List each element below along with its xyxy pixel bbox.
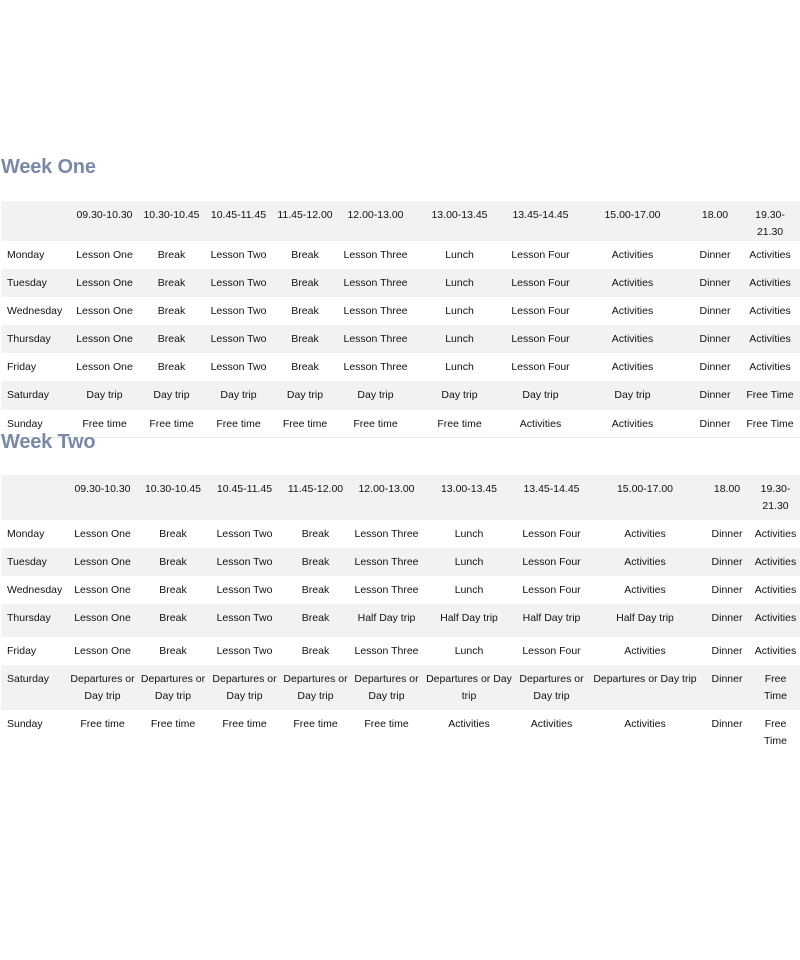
schedule-cell: Lesson Four bbox=[511, 249, 570, 261]
schedule-cell: Break bbox=[301, 645, 330, 657]
schedule-cell: Activities bbox=[530, 718, 573, 730]
schedule-cell: Lunch bbox=[454, 584, 484, 596]
schedule-cell: Departures or Day trip bbox=[516, 665, 587, 710]
schedule-cell: Lesson Four bbox=[511, 361, 570, 374]
week-one-header-row bbox=[1, 201, 800, 241]
schedule-cell: Activities bbox=[611, 249, 654, 261]
schedule-cell: Free time bbox=[413, 410, 506, 438]
day-label: Sunday bbox=[1, 410, 71, 438]
schedule-cell: Lesson Four bbox=[506, 325, 575, 353]
schedule-cell: Dinner bbox=[711, 718, 743, 730]
schedule-cell: Departures or Day trip bbox=[422, 665, 516, 710]
schedule-cell: Half Day trip bbox=[351, 604, 422, 637]
schedule-cell: Lesson Two bbox=[210, 305, 267, 318]
schedule-cell: Lesson Three bbox=[351, 548, 422, 576]
schedule-cell: Departures or Day trip bbox=[209, 665, 280, 710]
day-label: Friday bbox=[7, 361, 37, 374]
schedule-cell: Lunch bbox=[454, 645, 484, 657]
schedule-cell: Day trip bbox=[413, 381, 506, 409]
week-two-schedule-table bbox=[1, 475, 800, 755]
week-one-schedule-table bbox=[1, 201, 800, 438]
schedule-cell: Dinner bbox=[690, 381, 740, 409]
time-header: 09.30-10.30 bbox=[68, 475, 137, 520]
schedule-cell: Lunch bbox=[454, 528, 484, 540]
schedule-cell: Half Day trip bbox=[587, 604, 703, 637]
schedule-cell: Break bbox=[301, 528, 330, 540]
time-header: 19.30-21.30 bbox=[751, 475, 800, 520]
schedule-cell: Half Day trip bbox=[422, 604, 516, 637]
schedule-cell: Activities bbox=[575, 325, 690, 353]
time-header: 11.45-12.00 bbox=[272, 201, 338, 241]
day-label: Tuesday bbox=[1, 269, 71, 297]
schedule-cell: Break bbox=[159, 528, 187, 540]
schedule-cell: Activities bbox=[506, 410, 575, 438]
schedule-cell: Lunch bbox=[422, 548, 516, 576]
schedule-cell: Dinner bbox=[711, 584, 743, 596]
day-label: Wednesday bbox=[7, 584, 63, 596]
schedule-cell: Break bbox=[138, 325, 205, 353]
schedule-cell: Departures or Day trip bbox=[280, 665, 351, 710]
schedule-cell: Dinner bbox=[703, 665, 751, 710]
schedule-cell: Free time bbox=[222, 718, 267, 730]
schedule-cell: Free time bbox=[205, 410, 272, 438]
day-label: Saturday bbox=[1, 381, 71, 409]
schedule-cell: Free time bbox=[80, 718, 125, 730]
schedule-cell: Lesson One bbox=[71, 269, 138, 297]
schedule-cell: Activities bbox=[754, 528, 797, 540]
schedule-cell: Departures or Day trip bbox=[68, 665, 137, 710]
day-label: Sunday bbox=[7, 718, 43, 730]
table-row bbox=[1, 241, 800, 269]
schedule-cell: Activities bbox=[740, 269, 800, 297]
table-row bbox=[1, 410, 800, 438]
time-header: 10.30-10.45 bbox=[137, 475, 209, 520]
time-header: 12.00-13.00 bbox=[351, 475, 422, 520]
schedule-cell: Free time bbox=[338, 410, 413, 438]
schedule-cell: Break bbox=[157, 361, 186, 374]
schedule-cell: Lesson One bbox=[68, 604, 137, 637]
schedule-cell: Free Time bbox=[740, 381, 800, 409]
day-label: Thursday bbox=[1, 604, 68, 637]
schedule-cell: Dinner bbox=[690, 410, 740, 438]
schedule-cell: Free time bbox=[364, 718, 409, 730]
schedule-cell: Lesson One bbox=[71, 325, 138, 353]
schedule-cell: Lesson Two bbox=[209, 548, 280, 576]
time-header: 13.00-13.45 bbox=[413, 201, 506, 241]
schedule-cell: Activities bbox=[754, 645, 797, 657]
schedule-cell: Dinner bbox=[690, 325, 740, 353]
schedule-cell: Lesson Three bbox=[354, 584, 419, 596]
schedule-cell: Departures or Day trip bbox=[137, 665, 209, 710]
week-two-title: Week Two bbox=[1, 431, 96, 453]
schedule-cell: Break bbox=[291, 361, 319, 374]
schedule-cell: Lesson Two bbox=[205, 325, 272, 353]
schedule-cell: Lunch bbox=[445, 249, 474, 261]
schedule-cell: Break bbox=[138, 269, 205, 297]
time-header: 10.30-10.45 bbox=[138, 201, 205, 241]
schedule-cell: Lesson Three bbox=[354, 645, 419, 657]
table-row bbox=[1, 637, 800, 665]
time-header: 10.45-11.45 bbox=[209, 475, 280, 520]
schedule-cell: Break bbox=[137, 548, 209, 576]
time-header: 18.00 bbox=[690, 201, 740, 241]
schedule-cell: Activities bbox=[624, 645, 666, 657]
schedule-cell: Half Day trip bbox=[516, 604, 587, 637]
table-row bbox=[1, 604, 800, 637]
header-corner bbox=[1, 475, 68, 520]
schedule-cell: Free time bbox=[272, 410, 338, 438]
schedule-cell: Break bbox=[280, 548, 351, 576]
day-label: Saturday bbox=[1, 665, 68, 710]
schedule-cell: Day trip bbox=[272, 381, 338, 409]
schedule-cell: Activities bbox=[749, 361, 791, 374]
schedule-cell: Lesson Four bbox=[506, 269, 575, 297]
schedule-cell: Activities bbox=[749, 305, 791, 318]
week-one-title: Week One bbox=[1, 156, 96, 178]
schedule-cell: Lunch bbox=[445, 361, 474, 374]
schedule-cell: Lesson Four bbox=[516, 548, 587, 576]
schedule-cell: Activities bbox=[448, 718, 490, 730]
time-header: 13.00-13.45 bbox=[422, 475, 516, 520]
schedule-cell: Activities bbox=[754, 584, 797, 596]
schedule-cell: Lesson Three bbox=[343, 361, 408, 374]
day-label: Monday bbox=[7, 528, 45, 540]
schedule-cell: Lesson One bbox=[74, 584, 131, 596]
schedule-cell: Free Time bbox=[751, 665, 800, 710]
schedule-cell: Activities bbox=[575, 410, 690, 438]
schedule-cell: Dinner bbox=[699, 361, 731, 374]
schedule-cell: Dinner bbox=[699, 249, 731, 261]
table-row bbox=[1, 576, 800, 604]
schedule-cell: Dinner bbox=[703, 604, 751, 637]
schedule-cell: Break bbox=[159, 645, 187, 657]
time-header: 13.45-14.45 bbox=[506, 201, 575, 241]
schedule-cell: Lesson One bbox=[76, 249, 133, 261]
time-header: 12.00-13.00 bbox=[338, 201, 413, 241]
schedule-cell: Activities bbox=[624, 718, 666, 730]
schedule-cell: Lesson One bbox=[74, 528, 131, 540]
schedule-cell: Activities bbox=[611, 361, 654, 374]
schedule-cell: Activities bbox=[751, 548, 800, 576]
schedule-cell: Day trip bbox=[575, 381, 690, 409]
schedule-cell: Departures or Day trip bbox=[587, 665, 703, 710]
time-header: 15.00-17.00 bbox=[575, 201, 690, 241]
schedule-cell: Break bbox=[291, 305, 319, 318]
schedule-cell: Lesson Two bbox=[216, 584, 273, 596]
schedule-cell: Lesson One bbox=[76, 361, 133, 374]
schedule-cell: Activities bbox=[749, 249, 791, 261]
table-row bbox=[1, 269, 800, 297]
schedule-cell: Day trip bbox=[506, 381, 575, 409]
week-two-header-row bbox=[1, 475, 800, 520]
day-label: Friday bbox=[7, 645, 37, 657]
schedule-cell: Dinner bbox=[711, 528, 743, 540]
schedule-cell: Lesson Four bbox=[522, 584, 581, 596]
time-header: 15.00-17.00 bbox=[587, 475, 703, 520]
schedule-cell: Lesson Two bbox=[216, 528, 273, 540]
schedule-cell: Lesson Three bbox=[354, 528, 419, 540]
schedule-cell: Day trip bbox=[338, 381, 413, 409]
schedule-cell: Break bbox=[272, 269, 338, 297]
schedule-cell: Lesson Two bbox=[205, 269, 272, 297]
schedule-cell: Free time bbox=[138, 410, 205, 438]
schedule-cell: Lesson One bbox=[74, 645, 131, 657]
schedule-cell: Lesson Two bbox=[216, 645, 273, 657]
schedule-cell: Activities bbox=[575, 269, 690, 297]
day-label: Tuesday bbox=[1, 548, 68, 576]
time-header: 13.45-14.45 bbox=[516, 475, 587, 520]
time-header: 19.30-21.30 bbox=[740, 201, 800, 241]
table-row bbox=[1, 297, 800, 325]
time-header: 10.45-11.45 bbox=[205, 201, 272, 241]
schedule-cell: Day trip bbox=[71, 381, 138, 409]
schedule-cell: Day trip bbox=[138, 381, 205, 409]
header-corner bbox=[1, 201, 71, 241]
schedule-cell: Lesson Three bbox=[338, 269, 413, 297]
table-row bbox=[1, 710, 800, 755]
schedule-cell: Break bbox=[137, 604, 209, 637]
schedule-cell: Dinner bbox=[711, 645, 743, 657]
schedule-cell: Activities bbox=[587, 548, 703, 576]
schedule-cell: Lunch bbox=[413, 269, 506, 297]
schedule-cell: Free time bbox=[293, 718, 338, 730]
schedule-cell: Dinner bbox=[699, 305, 731, 318]
schedule-cell: Activities bbox=[611, 305, 654, 318]
schedule-cell: Lesson One bbox=[76, 305, 133, 318]
day-label: Monday bbox=[7, 249, 45, 261]
schedule-cell: Lesson One bbox=[68, 548, 137, 576]
schedule-cell: Dinner bbox=[703, 548, 751, 576]
schedule-cell: Free Time bbox=[740, 410, 800, 438]
schedule-cell: Lesson Two bbox=[210, 249, 267, 261]
schedule-cell: Activities bbox=[740, 325, 800, 353]
schedule-cell: Lesson Two bbox=[209, 604, 280, 637]
table-row bbox=[1, 520, 800, 548]
schedule-cell: Lesson Four bbox=[522, 645, 581, 657]
day-label: Thursday bbox=[1, 325, 71, 353]
schedule-cell: Break bbox=[272, 325, 338, 353]
table-row bbox=[1, 548, 800, 576]
table-row bbox=[1, 381, 800, 409]
time-header: 18.00 bbox=[703, 475, 751, 520]
schedule-cell: Lesson Three bbox=[343, 249, 408, 261]
table-row bbox=[1, 325, 800, 353]
table-row bbox=[1, 665, 800, 710]
schedule-cell: Lesson Two bbox=[210, 361, 267, 374]
schedule-cell: Lunch bbox=[413, 325, 506, 353]
schedule-cell: Dinner bbox=[690, 269, 740, 297]
table-row bbox=[1, 353, 800, 381]
time-header: 09.30-10.30 bbox=[71, 201, 138, 241]
schedule-cell: Activities bbox=[624, 528, 666, 540]
schedule-cell: Break bbox=[301, 584, 330, 596]
schedule-cell: Lesson Four bbox=[511, 305, 570, 318]
schedule-cell: Lesson Three bbox=[338, 325, 413, 353]
schedule-cell: Free time bbox=[71, 410, 138, 438]
schedule-cell: Break bbox=[157, 249, 186, 261]
day-label: Wednesday bbox=[7, 305, 63, 318]
schedule-cell: Break bbox=[280, 604, 351, 637]
schedule-cell: Activities bbox=[624, 584, 666, 596]
time-header: 11.45-12.00 bbox=[280, 475, 351, 520]
schedule-cell: Activities bbox=[751, 604, 800, 637]
schedule-cell: Day trip bbox=[205, 381, 272, 409]
schedule-cell: Break bbox=[157, 305, 186, 318]
schedule-cell: Lesson Four bbox=[522, 528, 581, 540]
schedule-cell: Lesson Three bbox=[343, 305, 408, 318]
schedule-cell: Departures or Day trip bbox=[351, 665, 422, 710]
schedule-cell: Free Time bbox=[764, 718, 787, 747]
schedule-cell: Break bbox=[291, 249, 319, 261]
schedule-cell: Free time bbox=[150, 718, 196, 730]
schedule-cell: Break bbox=[159, 584, 187, 596]
schedule-cell: Lunch bbox=[445, 305, 474, 318]
